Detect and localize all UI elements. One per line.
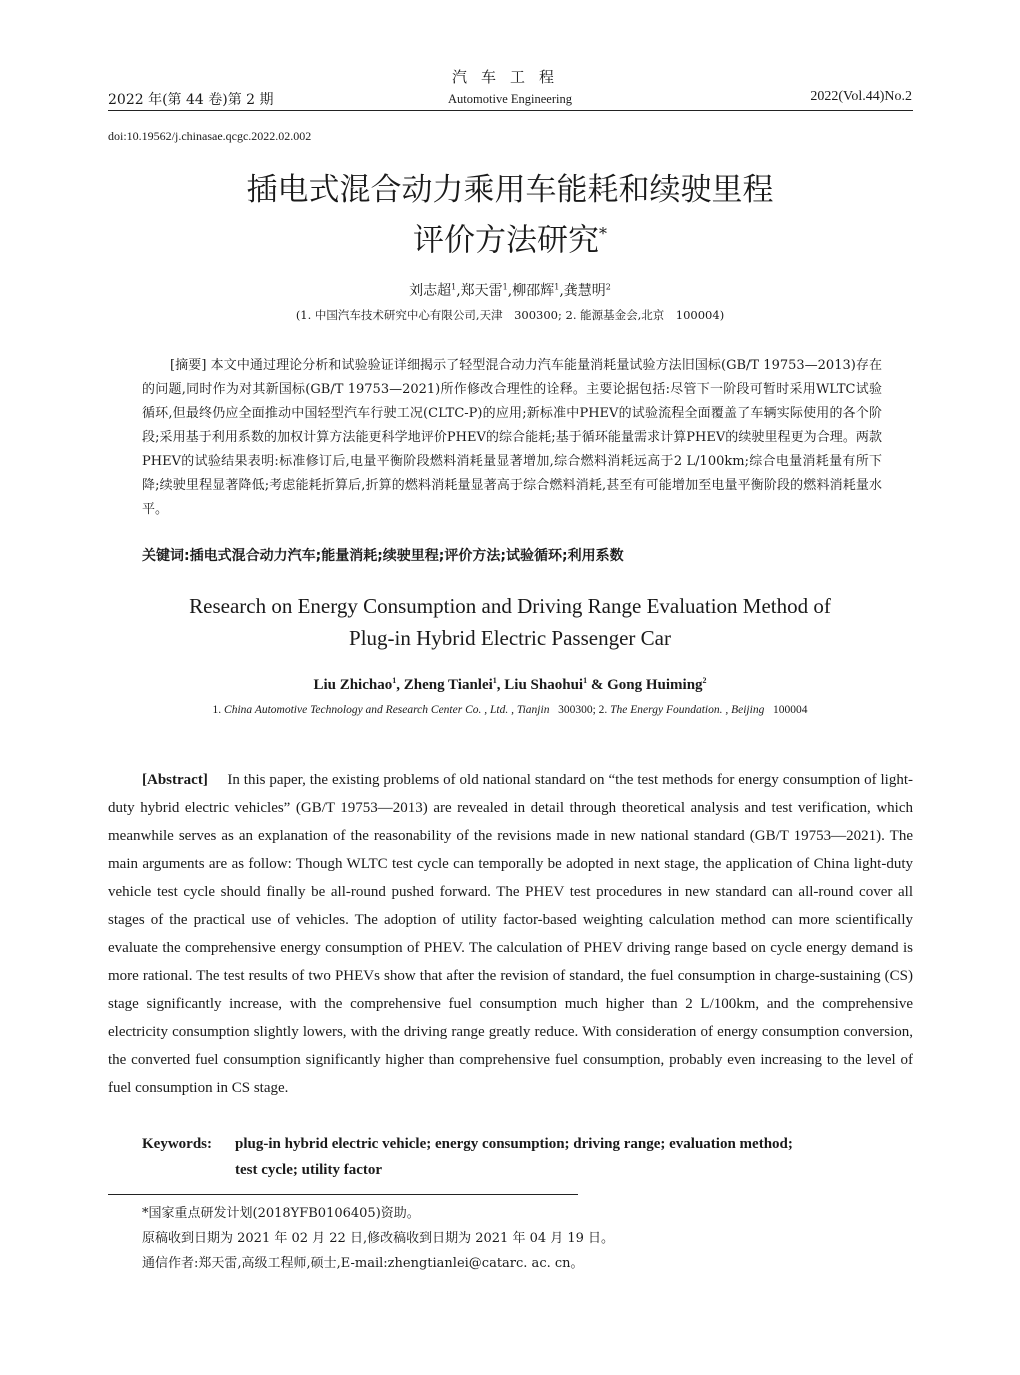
title-cn <box>0 168 1020 262</box>
abstract-cn-label: [摘要] <box>170 358 207 373</box>
author-cn: 柳邵辉 <box>512 283 555 299</box>
author-en: Gong Huiming <box>607 677 703 693</box>
author-separator: , <box>559 283 564 299</box>
footnote-contact: 通信作者:郑天雷,高级工程师,硕士,E-mail:zhengtianlei@catarc. ac. cn。 <box>142 1256 584 1271</box>
affil-en-org: The Energy Foundation. , Beijing <box>610 704 765 716</box>
header-rule <box>108 110 913 111</box>
journal-title-cn: 汽车工程 <box>451 68 568 86</box>
doi: doi:10.19562/j.chinasae.qcgc.2022.02.002 <box>108 129 312 143</box>
keywords-en-line1 <box>142 1131 922 1157</box>
footnote-rule <box>108 1194 578 1195</box>
author-affil-mark: 1 <box>451 282 457 292</box>
author-affil-mark: 2 <box>702 676 707 685</box>
keywords-en-label: Keywords: <box>142 1136 212 1152</box>
affil-en-num: 2. <box>598 704 608 716</box>
affiliations-cn: (1. 中国汽车技术研究中心有限公司,天津 300300; 2. 能源基金会,北京 100004) <box>295 308 725 322</box>
authors-cn <box>0 280 1020 300</box>
keywords-en-line2: test cycle; utility factor <box>235 1162 383 1178</box>
affil-en-num: 1. <box>212 704 222 716</box>
author-separator: , <box>456 283 461 299</box>
footnote-funding: *国家重点研发计划(2018YFB0106405)资助。 <box>142 1206 420 1221</box>
author-en: Zheng Tianlei <box>403 677 493 693</box>
title-en-line1: Research on Energy Consumption and Driving Range Evaluation Method of <box>189 594 831 618</box>
author-en: Liu Zhichao <box>313 677 393 693</box>
author-separator: , <box>507 283 513 299</box>
title-cn-line1: 插电式混合动力乘用车能耗和续驶里程 <box>246 172 774 208</box>
author-cn: 龚慧明 <box>563 283 606 299</box>
abstract-en <box>108 766 913 1102</box>
author-separator: , <box>496 677 505 693</box>
keywords-en-list: plug-in hybrid electric vehicle; energy consumption; driving range; evaluation method; <box>235 1136 793 1152</box>
author-en: Liu Shaohui <box>504 677 584 693</box>
footnote-dates: 原稿收到日期为 2021 年 02 月 22 日,修改稿收到日期为 2021 年 04 月 19 日。 <box>142 1231 615 1246</box>
title-cn-line2-text: 评价方法研究 <box>413 222 599 259</box>
author-affil-mark: 1 <box>502 282 508 292</box>
issue-info-cn: 2022 年(第 44 卷)第 2 期 <box>108 92 274 108</box>
title-en <box>0 590 1020 654</box>
keywords-cn: 关键词:插电式混合动力汽车;能量消耗;续驶里程;评价方法;试验循环;利用系数 <box>142 548 624 564</box>
author-affil-mark: 1 <box>392 676 397 685</box>
author-cn: 郑天雷 <box>460 283 503 299</box>
author-affil-mark: 1 <box>492 676 497 685</box>
authors-en <box>0 676 1020 694</box>
funding-mark: * <box>599 224 607 243</box>
author-separator: & <box>587 677 608 693</box>
title-en-line2: Plug-in Hybrid Electric Passenger Car <box>349 626 671 650</box>
affiliations-en <box>0 704 1020 716</box>
author-affil-mark: 1 <box>583 676 588 685</box>
abstract-en-text: In this paper, the existing problems of old national standard on “the test methods for energy consumption of light-duty hybrid electric vehicles” (GB/T 19753—2013) are revealed in detail through theoretical analysis and test verification, which meanwhile serves as an explanation of the reasonability of the revisions made in new national standard (GB/T 19753—2021). The main arguments are as follow: Though WLTC test cycle can temporally be adopted in next stage, the application of China light-duty vehicle test cycle should finally be all-round pushed forward. The PHEV test procedures in new standard can all-round cover all stages of the practical use of vehicles. The adoption of utility factor-based weighting calculation method can more scientifically evaluate the comprehensive energy consumption of PHEV. The calculation of PHEV driving range based on cycle energy demand is more rational. The test results of two PHEVs show that after the revision of standard, the fuel consumption in charge-sustaining (CS) stage significantly increase, with the comprehensive fuel consumption much higher than 2 L/100km, and the comprehensive electricity consumption slightly lowers, with the driving range greatly reduce. With consideration of energy consumption conversion, the converted fuel consumption significantly higher than comprehensive fuel consumption, probably even increasing to the level of fuel consumption in CS stage. <box>108 772 914 1096</box>
journal-title-en: Automotive Engineering <box>448 92 572 106</box>
keywords-en <box>142 1131 922 1183</box>
title-cn-line2 <box>0 212 1020 262</box>
author-affil-mark: 1 <box>554 282 560 292</box>
author-separator: , <box>396 677 404 693</box>
affil-en-postcode: 100004 <box>772 704 808 716</box>
author-affil-mark: 2 <box>605 282 611 292</box>
affil-en-org: China Automotive Technology and Research Center Co. , Ltd. , Tianjin <box>224 704 550 716</box>
abstract-en-label: [Abstract] <box>142 772 208 788</box>
abstract-cn <box>142 354 882 522</box>
issue-info-en: 2022(Vol.44)No.2 <box>810 89 912 104</box>
abstract-cn-text: 本文中通过理论分析和试验验证详细揭示了轻型混合动力汽车能量消耗量试验方法旧国标(GB/T 19753—2013)存在的问题,同时作为对其新国标(GB/T 19753—2021)所作修改合理性的诠释。主要论据包括:尽管下一阶段可暂时采用WLTC试验循环,但最终仍应全面推动中国轻型汽车行驶工况(CLTC-P)的应用;新标准中PHEV的试验流程全面覆盖了车辆实际使用的各个阶段;采用基于利用系数的加权计算方法能更科学地评价PHEV的综合能耗;基于循环能量需求计算PHEV的续驶里程更为合理。两款PHEV的试验结果表明:标准修订后,电量平衡阶段燃料消耗量显著增加,综合燃料消耗远高于2 L/100km;综合电量消耗量有所下降;续驶里程显著降低;考虑能耗折算后,折算的燃料消耗量显著高于综合燃料消耗,甚至有可能增加至电量平衡阶段的燃料消耗量水平。 <box>142 358 882 517</box>
affil-en-postcode: 300300; <box>558 704 596 716</box>
author-cn: 刘志超 <box>409 283 452 299</box>
